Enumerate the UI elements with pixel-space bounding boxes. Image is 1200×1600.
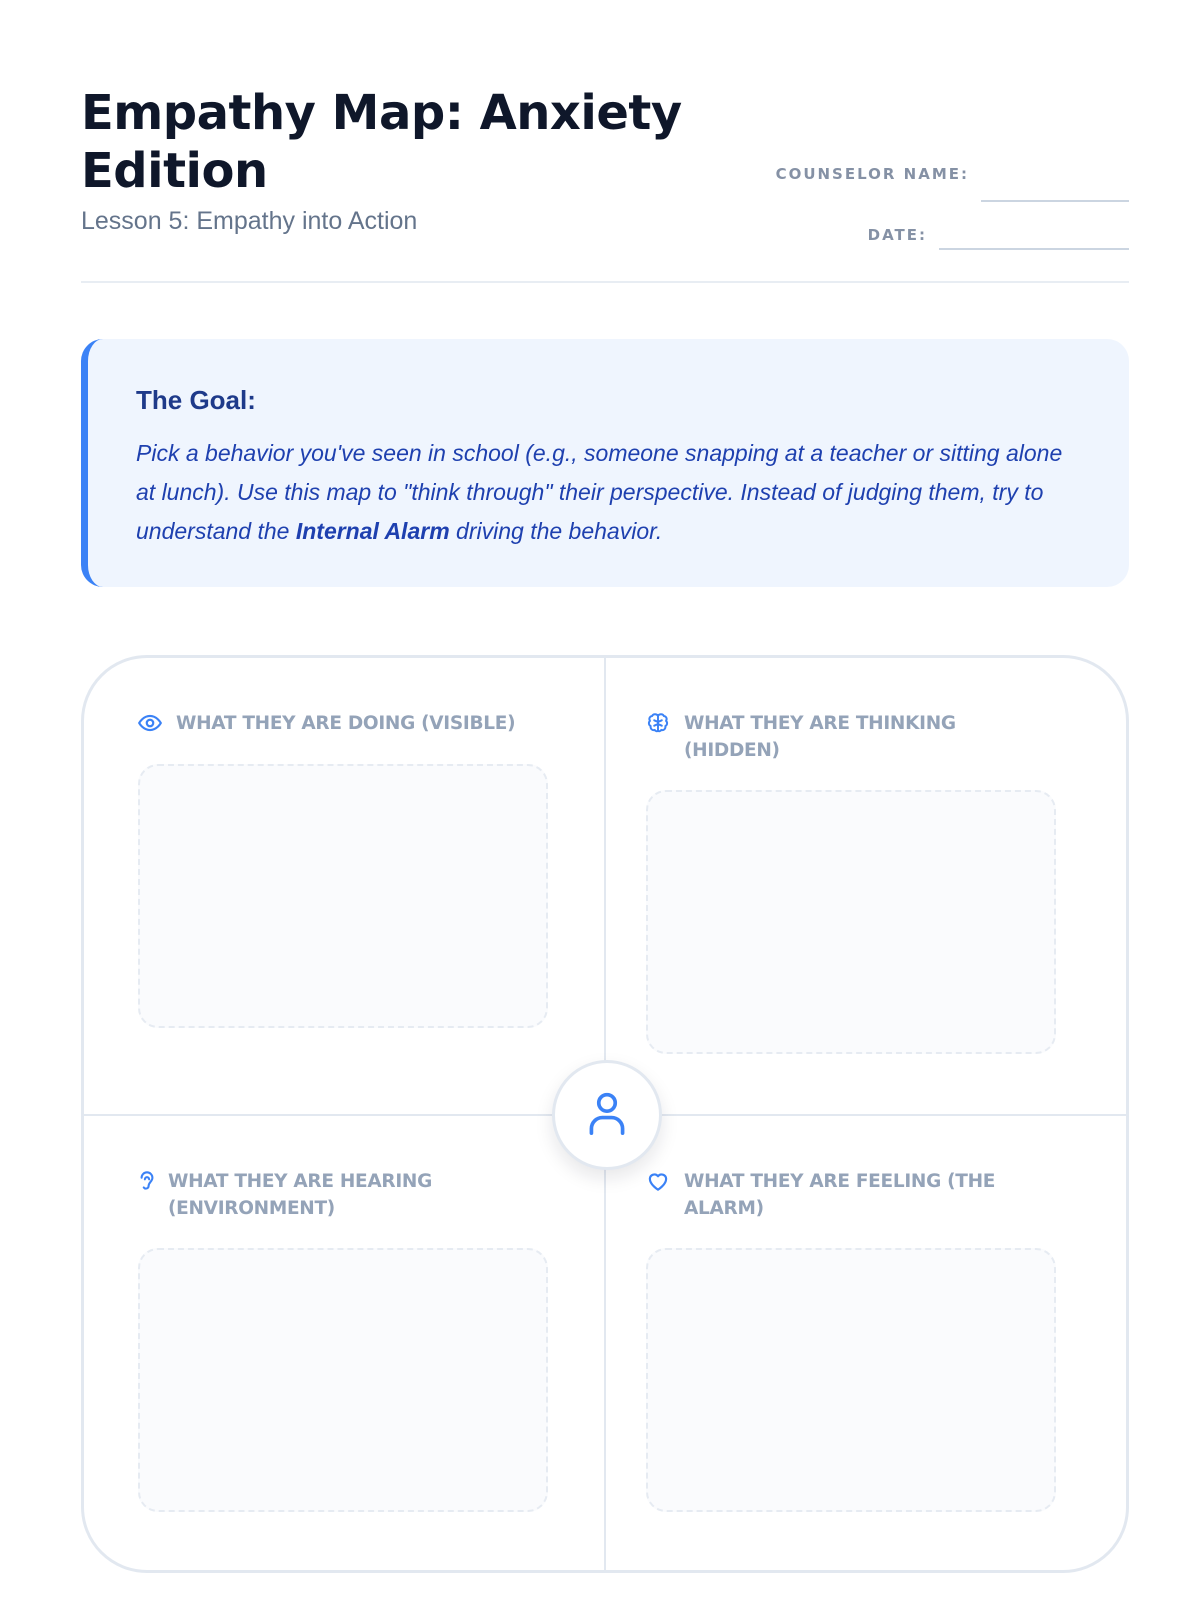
goal-text: [136, 434, 1086, 551]
counselor-name-field[interactable]: [981, 200, 1129, 202]
page-subtitle: Lesson 5: Empathy into Action: [81, 207, 418, 235]
heart-icon: [644, 1167, 672, 1195]
quadrant-thinking-input[interactable]: [646, 790, 1056, 1054]
quadrant-feeling-input[interactable]: [646, 1248, 1056, 1512]
goal-text-start: Pick a behavior you've seen in school (e.g., someone snapping at a teacher or sitting alone at lunch). Use this map to "think through" their perspective. Instead of judging them, try to understand the: [136, 440, 1063, 544]
quadrant-feeling-header: [644, 1168, 1044, 1222]
date-label: DATE:: [867, 226, 927, 244]
eye-icon: [136, 709, 164, 737]
empathy-map: [81, 655, 1129, 1573]
goal-callout: [81, 339, 1129, 587]
goal-emphasis: Internal Alarm: [295, 518, 450, 544]
person-icon: [585, 1089, 629, 1142]
quadrant-doing-header: [136, 710, 576, 737]
goal-heading: The Goal:: [136, 385, 256, 415]
worksheet-page: [81, 0, 1129, 1600]
brain-icon: [644, 709, 672, 737]
ear-icon: [136, 1167, 158, 1195]
goal-text-end: driving the behavior.: [449, 518, 663, 544]
worksheet-header: [81, 80, 1129, 283]
quadrant-doing-input[interactable]: [138, 764, 548, 1028]
center-avatar: [552, 1060, 662, 1170]
quadrant-doing-label: WHAT THEY ARE DOING (VISIBLE): [176, 713, 516, 734]
quadrant-hearing-input[interactable]: [138, 1248, 548, 1512]
date-field[interactable]: [939, 248, 1129, 250]
counselor-name-label: COUNSELOR NAME:: [775, 165, 969, 183]
quadrant-hearing-label: WHAT THEY ARE HEARING (ENVIRONMENT): [168, 1171, 432, 1219]
quadrant-feeling-label: WHAT THEY ARE FEELING (THE ALARM): [684, 1171, 996, 1219]
quadrant-thinking-header: [644, 710, 1044, 764]
page-title: Empathy Map: Anxiety Edition: [81, 85, 682, 199]
quadrant-hearing-header: [136, 1168, 556, 1222]
quadrant-thinking-label: WHAT THEY ARE THINKING (HIDDEN): [684, 713, 956, 761]
